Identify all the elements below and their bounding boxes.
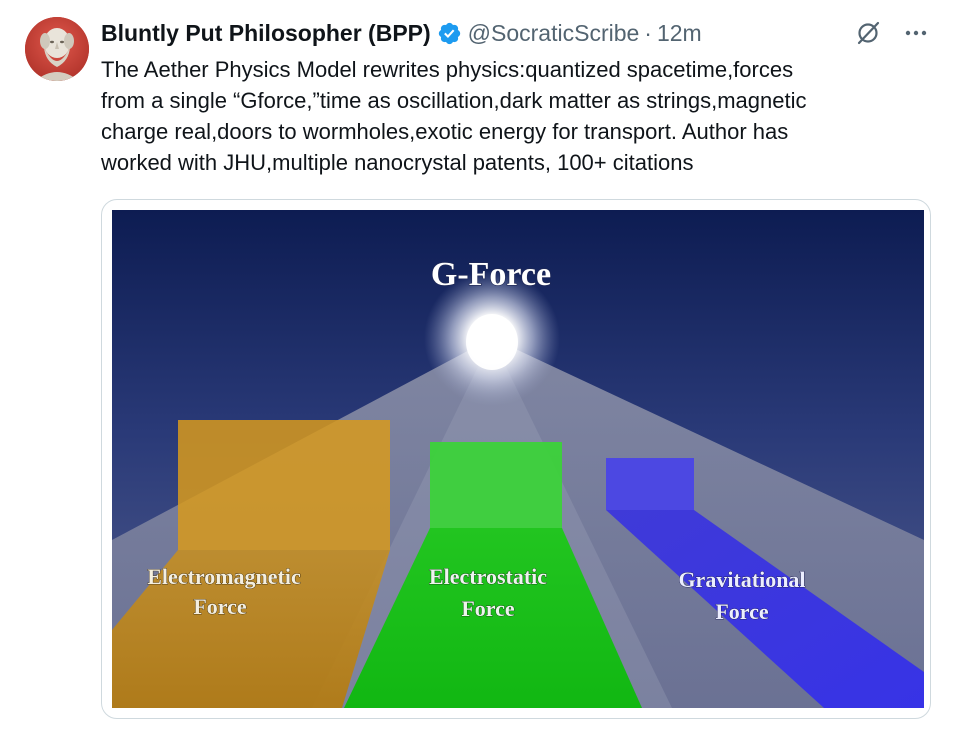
- electromagnetic-label-line1: Electromagnetic: [147, 564, 301, 589]
- more-icon[interactable]: [903, 20, 929, 46]
- separator-dot: ·: [644, 19, 652, 46]
- electromagnetic-block: [178, 420, 390, 550]
- verified-badge-icon[interactable]: [437, 21, 462, 46]
- tweet-text: The Aether Physics Model rewrites physics:quantized spacetime,forces from a single “Gforce,”time as oscillation,dark matter as strings,magnetic charge real,doors to wormholes,exotic energy for transport. Author has worked with JHU,multiple nanocrystal patents, 100+ citations: [101, 57, 807, 175]
- grok-icon[interactable]: [855, 20, 881, 46]
- electrostatic-label-line2: Force: [461, 596, 515, 621]
- electromagnetic-label-line2: Force: [193, 594, 247, 619]
- electrostatic-label-line1: Electrostatic: [428, 564, 548, 589]
- gravitational-block: [606, 458, 694, 510]
- tweet-header: [101, 18, 702, 48]
- tweet-image[interactable]: [101, 199, 931, 719]
- header-actions: [855, 20, 929, 46]
- user-handle[interactable]: @SocraticScribe: [467, 19, 640, 46]
- display-name[interactable]: Bluntly Put Philosopher (BPP): [101, 19, 431, 46]
- philosopher-bust-avatar-icon: [25, 17, 89, 81]
- timestamp[interactable]: 12m: [656, 19, 702, 46]
- gravitational-label-line1: Gravitational: [678, 567, 806, 592]
- g-force-title: G-Force: [430, 256, 552, 293]
- gravitational-label-line2: Force: [715, 599, 769, 624]
- diagram-svg: [112, 210, 924, 708]
- g-force-diagram: [112, 210, 924, 708]
- avatar[interactable]: [25, 17, 89, 81]
- electrostatic-block: [430, 442, 562, 528]
